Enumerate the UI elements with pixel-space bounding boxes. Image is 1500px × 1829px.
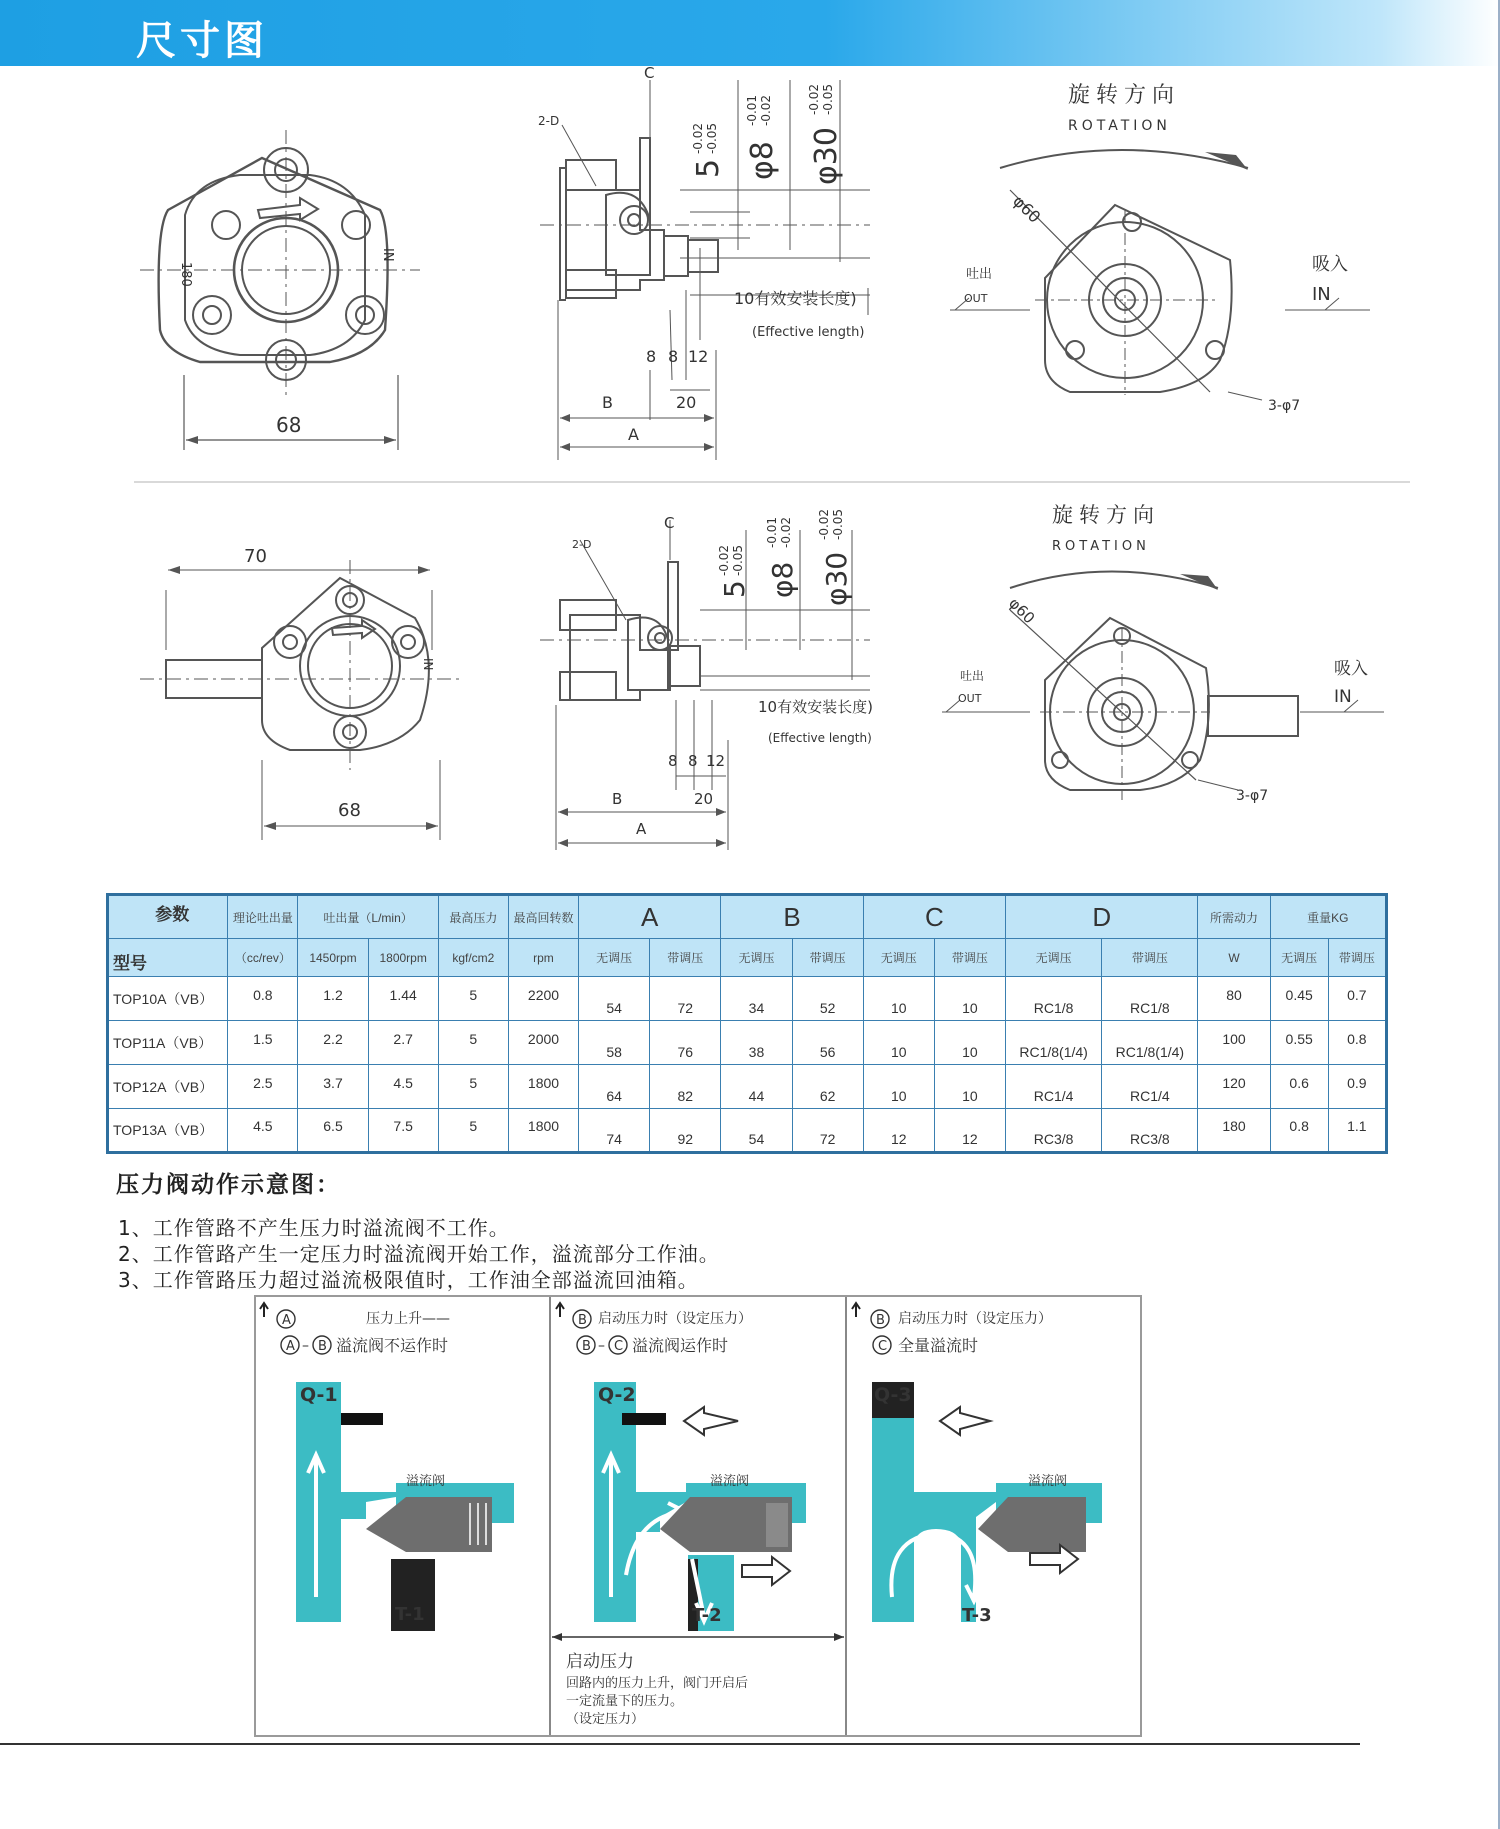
effective-length-en: (Effective length) — [752, 325, 865, 340]
valve-panel-1 — [260, 1303, 514, 1631]
flow-1450-cell: 6.5 — [298, 1109, 368, 1153]
out-en-label: OUT — [964, 292, 988, 305]
top-front-view — [140, 130, 420, 450]
model-cell: TOP12A（VB） — [108, 1065, 228, 1109]
c-no-reg-cell: 12 — [863, 1109, 934, 1153]
weight-with-reg-cell: 0.9 — [1328, 1065, 1386, 1109]
bottom-dim-b-label: B — [612, 790, 623, 808]
p2-dash: – — [598, 1338, 605, 1354]
c-with-reg-cell: 10 — [934, 977, 1005, 1021]
disp-cell: 4.5 — [228, 1109, 298, 1153]
bottom-effective-length-cn: 10有效安装长度) — [758, 698, 873, 716]
header-flow: 吐出量（L/min） — [298, 895, 438, 939]
p2-valve-label: 溢流阀 — [710, 1474, 750, 1489]
b-no-reg-cell: 34 — [721, 977, 792, 1021]
sub-pressure-unit: kgf/cm2 — [438, 939, 508, 977]
startup-line-2: 一定流量下的压力。 — [566, 1694, 684, 1709]
rpm-cell: 1800 — [508, 1109, 578, 1153]
valve-note-2: 2、工作管路产生一定压力时溢流阀开始工作，溢流部分工作油。 — [118, 1242, 720, 1266]
bottom-dim-5-tol-bot: -0.05 — [731, 544, 745, 576]
dia-60-label: φ60 — [1009, 191, 1045, 227]
b-with-reg-cell: 62 — [792, 1065, 863, 1109]
p2-q-label: Q-2 — [598, 1384, 636, 1406]
p1-line2-from: A — [286, 1339, 295, 1354]
p3-line2-text: 全量溢流时 — [898, 1336, 979, 1355]
corner-model-label: 型号 — [113, 954, 147, 973]
p1-line2-text: 溢流阀不运作时 — [336, 1336, 449, 1355]
power-cell: 180 — [1198, 1109, 1270, 1153]
dim-8a-label: 8 — [646, 347, 657, 366]
dim-20-label: 20 — [676, 393, 697, 412]
dim-a-label: A — [628, 425, 639, 444]
bottom-dim-12-label: 12 — [706, 752, 726, 770]
flow-1450-cell: 1.2 — [298, 977, 368, 1021]
bottom-dim-8-label: φ8 — [766, 561, 799, 598]
bottom-dim-c-label: C — [664, 514, 675, 532]
p2-mark-b: B — [578, 1313, 587, 1328]
sub-c-no-reg: 无调压 — [863, 939, 934, 977]
d-with-reg-cell: RC1/4 — [1102, 1065, 1198, 1109]
sub-a-with-reg: 带调压 — [650, 939, 721, 977]
b-with-reg-cell: 52 — [792, 977, 863, 1021]
bottom-front-width-label: 68 — [338, 800, 361, 821]
sub-b-with-reg: 带调压 — [792, 939, 863, 977]
weight-with-reg-cell: 0.8 — [1328, 1021, 1386, 1065]
a-with-reg-cell: 82 — [650, 1065, 721, 1109]
in-en-label: IN — [1312, 284, 1331, 305]
p1-q-label: Q-1 — [300, 1384, 338, 1406]
valve-diagram-panel — [254, 1295, 1142, 1737]
front-width-label: 68 — [276, 413, 302, 437]
d-with-reg-cell: RC1/8(1/4) — [1102, 1021, 1198, 1065]
valve-note-3: 3、工作管路压力超过溢流极限值时，工作油全部溢流回油箱。 — [118, 1268, 699, 1292]
flow-1450-cell: 3.7 — [298, 1065, 368, 1109]
p1-valve-label: 溢流阀 — [406, 1474, 446, 1489]
d-no-reg-cell: RC1/4 — [1006, 1065, 1102, 1109]
power-cell: 120 — [1198, 1065, 1270, 1109]
dim-8-label: φ8 — [745, 141, 780, 180]
header-b: B — [721, 895, 863, 939]
bottom-top-width-label: 70 — [244, 546, 267, 567]
model-cell: TOP10A（VB） — [108, 977, 228, 1021]
sub-power-unit: W — [1198, 939, 1270, 977]
b-no-reg-cell: 44 — [721, 1065, 792, 1109]
footer-rule — [0, 1743, 1360, 1745]
startup-line-3: （设定压力） — [566, 1712, 645, 1727]
valve-diagram — [256, 1297, 1140, 1735]
c-with-reg-cell: 10 — [934, 1065, 1005, 1109]
dim-5-label: 5 — [691, 158, 726, 178]
weight-no-reg-cell: 0.55 — [1270, 1021, 1328, 1065]
p2-line1-text: 启动压力时（设定压力） — [598, 1311, 752, 1327]
startup-title: 启动压力 — [566, 1652, 634, 1672]
dim-8b-label: 8 — [668, 347, 679, 366]
bottom-out-cn-label: 吐出 — [960, 669, 985, 683]
rotation-cn-label: 旋转方向 — [1068, 83, 1181, 108]
pressure-cell: 5 — [438, 1021, 508, 1065]
sub-speed-unit: rpm — [508, 939, 578, 977]
sub-flow-1450: 1450rpm — [298, 939, 368, 977]
a-no-reg-cell: 58 — [579, 1021, 650, 1065]
d-no-reg-cell: RC1/8(1/4) — [1006, 1021, 1102, 1065]
effective-length-cn: 10有效安装长度) — [734, 289, 857, 308]
table-row — [108, 1021, 1387, 1065]
a-with-reg-cell: 76 — [650, 1021, 721, 1065]
disp-cell: 0.8 — [228, 977, 298, 1021]
holes-3-label: 3-φ7 — [1268, 398, 1301, 414]
dim-12-label: 12 — [688, 347, 709, 366]
bottom-dimension-drawing — [0, 490, 1500, 850]
p3-line1-text: 启动压力时（设定压力） — [898, 1311, 1052, 1327]
power-cell: 80 — [1198, 977, 1270, 1021]
bottom-dim-5-label: 5 — [718, 580, 751, 598]
bottom-dim-a-label: A — [636, 820, 647, 838]
header-power: 所需动力 — [1198, 895, 1270, 939]
table-row — [108, 1109, 1387, 1153]
p2-line2-text: 溢流阀运作时 — [632, 1336, 729, 1355]
flow-1800-cell: 1.44 — [368, 977, 438, 1021]
bottom-dim-8a-label: 8 — [668, 752, 678, 770]
sub-d-with-reg: 带调压 — [1102, 939, 1198, 977]
rotation-en-label: ROTATION — [1068, 118, 1171, 134]
sub-weight-no-reg: 无调压 — [1270, 939, 1328, 977]
flow-1800-cell: 2.7 — [368, 1021, 438, 1065]
bottom-dim-8b-label: 8 — [688, 752, 698, 770]
flow-1800-cell: 4.5 — [368, 1065, 438, 1109]
c-no-reg-cell: 10 — [863, 1021, 934, 1065]
model-cell: TOP11A（VB） — [108, 1021, 228, 1065]
c-with-reg-cell: 12 — [934, 1109, 1005, 1153]
a-with-reg-cell: 92 — [650, 1109, 721, 1153]
bottom-in-cn-label: 吸入 — [1334, 659, 1368, 679]
rpm-cell: 1800 — [508, 1065, 578, 1109]
bottom-holes-3-label: 3-φ7 — [1236, 788, 1269, 804]
p3-valve-label: 溢流阀 — [1028, 1474, 1068, 1489]
bottom-rotation-en-label: ROTATION — [1052, 539, 1150, 554]
model-cell: TOP13A（VB） — [108, 1109, 228, 1153]
header-bar — [0, 0, 1500, 66]
valve-note-1: 1、工作管路不产生压力时溢流阀不工作。 — [118, 1216, 510, 1240]
weight-no-reg-cell: 0.45 — [1270, 977, 1328, 1021]
bottom-in-en-label: IN — [1334, 687, 1352, 707]
b-with-reg-cell: 72 — [792, 1109, 863, 1153]
top-dimension-drawing — [0, 66, 1500, 476]
power-cell: 100 — [1198, 1021, 1270, 1065]
out-cn-label: 吐出 — [966, 267, 993, 282]
a-no-reg-cell: 54 — [579, 977, 650, 1021]
a-no-reg-cell: 64 — [579, 1065, 650, 1109]
p1-t-label: T-1 — [395, 1604, 425, 1625]
table-row — [108, 1065, 1387, 1109]
valve-section-title: 压力阀动作示意图： — [116, 1172, 341, 1198]
a-with-reg-cell: 72 — [650, 977, 721, 1021]
p1-dash: – — [302, 1338, 309, 1354]
dim-5-tol-top: -0.02 — [691, 122, 705, 154]
c-with-reg-cell: 10 — [934, 1021, 1005, 1065]
sub-c-with-reg: 带调压 — [934, 939, 1005, 977]
svg-text:IN: IN — [380, 248, 395, 262]
p2-t-label: T-2 — [692, 1605, 722, 1626]
dim-30-label: φ30 — [809, 127, 844, 185]
header-weight: 重量KG — [1270, 895, 1386, 939]
svg-text:180: 180 — [178, 262, 193, 287]
sub-flow-1800: 1800rpm — [368, 939, 438, 977]
b-no-reg-cell: 54 — [721, 1109, 792, 1153]
bottom-dim-30-label: φ30 — [820, 551, 853, 606]
dim-30-tol-bot: -0.05 — [821, 83, 835, 115]
p1-line2-to: B — [318, 1339, 327, 1354]
header-d: D — [1006, 895, 1198, 939]
c-no-reg-cell: 10 — [863, 1065, 934, 1109]
b-with-reg-cell: 56 — [792, 1021, 863, 1065]
p1-line1-text: 压力上升—— — [366, 1311, 450, 1327]
b-no-reg-cell: 38 — [721, 1021, 792, 1065]
disp-cell: 2.5 — [228, 1065, 298, 1109]
d-no-reg-cell: RC3/8 — [1006, 1109, 1102, 1153]
section-divider — [134, 481, 1410, 483]
dim-8-tol-top: -0.01 — [745, 94, 759, 126]
header-c: C — [863, 895, 1005, 939]
startup-line-1: 回路内的压力上升，阀门开启后 — [566, 1676, 749, 1691]
bottom-dim-5-tol-top: -0.02 — [717, 544, 731, 576]
p2-line2-from: B — [582, 1339, 591, 1354]
p3-q-label: Q-3 — [874, 1384, 912, 1406]
dim-8-tol-bot: -0.02 — [759, 94, 773, 126]
header-a: A — [579, 895, 721, 939]
page-title: 尺寸图 — [136, 18, 268, 64]
pressure-cell: 5 — [438, 1065, 508, 1109]
spec-table — [106, 893, 1388, 1154]
header-max-pressure: 最高压力 — [438, 895, 508, 939]
header-displacement: 理论吐出量 — [228, 895, 298, 939]
bottom-dim-30-tol-bot: -0.05 — [831, 508, 845, 540]
sub-b-no-reg: 无调压 — [721, 939, 792, 977]
bottom-holes-2d-label: 2-D — [572, 538, 592, 551]
valve-panel-3 — [852, 1303, 1102, 1626]
a-no-reg-cell: 74 — [579, 1109, 650, 1153]
rpm-cell: 2000 — [508, 1021, 578, 1065]
table-row — [108, 977, 1387, 1021]
bottom-dim-8-tol-bot: -0.02 — [779, 516, 793, 548]
header-max-speed: 最高回转数 — [508, 895, 578, 939]
dim-30-tol-top: -0.02 — [807, 83, 821, 115]
c-no-reg-cell: 10 — [863, 977, 934, 1021]
holes-2d-label: 2-D — [538, 114, 560, 128]
sub-d-no-reg: 无调压 — [1006, 939, 1102, 977]
bottom-dia-60-label: φ60 — [1005, 594, 1039, 628]
flow-1800-cell: 7.5 — [368, 1109, 438, 1153]
bottom-effective-length-en: (Effective length) — [768, 731, 872, 745]
table-corner-cell — [108, 895, 228, 939]
top-rotation-view — [950, 150, 1370, 400]
p1-mark-a: A — [282, 1313, 291, 1328]
in-cn-label: 吸入 — [1312, 254, 1348, 275]
pressure-cell: 5 — [438, 1109, 508, 1153]
weight-with-reg-cell: 1.1 — [1328, 1109, 1386, 1153]
sub-a-no-reg: 无调压 — [579, 939, 650, 977]
bottom-rotation-cn-label: 旋转方向 — [1052, 503, 1160, 527]
flow-1450-cell: 2.2 — [298, 1021, 368, 1065]
disp-cell: 1.5 — [228, 1021, 298, 1065]
d-with-reg-cell: RC3/8 — [1102, 1109, 1198, 1153]
table-corner-cell-bottom — [108, 939, 228, 977]
pressure-cell: 5 — [438, 977, 508, 1021]
dim-5-tol-bot: -0.05 — [705, 122, 719, 154]
p2-line2-to: C — [614, 1339, 624, 1354]
d-with-reg-cell: RC1/8 — [1102, 977, 1198, 1021]
bottom-out-en-label: OUT — [958, 692, 982, 705]
dim-b-label: B — [602, 393, 613, 412]
p3-t-label: T-3 — [962, 1605, 992, 1626]
sub-weight-with-reg: 带调压 — [1328, 939, 1386, 977]
d-no-reg-cell: RC1/8 — [1006, 977, 1102, 1021]
startup-pressure-annotation — [552, 1633, 844, 1727]
weight-with-reg-cell: 0.7 — [1328, 977, 1386, 1021]
p3-line2-from: C — [878, 1339, 888, 1354]
bottom-dim-20-label: 20 — [694, 790, 714, 808]
dim-c-label: C — [644, 66, 655, 82]
weight-no-reg-cell: 0.6 — [1270, 1065, 1328, 1109]
bottom-front-view — [140, 560, 460, 840]
sub-displacement-unit: （cc/rev） — [228, 939, 298, 977]
weight-no-reg-cell: 0.8 — [1270, 1109, 1328, 1153]
bottom-dim-30-tol-top: -0.02 — [817, 508, 831, 540]
bottom-dim-8-tol-top: -0.01 — [765, 516, 779, 548]
svg-text:IN: IN — [421, 658, 435, 671]
p3-mark-b: B — [876, 1313, 885, 1328]
valve-panel-2 — [556, 1303, 806, 1631]
corner-param-label: 参数 — [155, 905, 190, 924]
rpm-cell: 2200 — [508, 977, 578, 1021]
